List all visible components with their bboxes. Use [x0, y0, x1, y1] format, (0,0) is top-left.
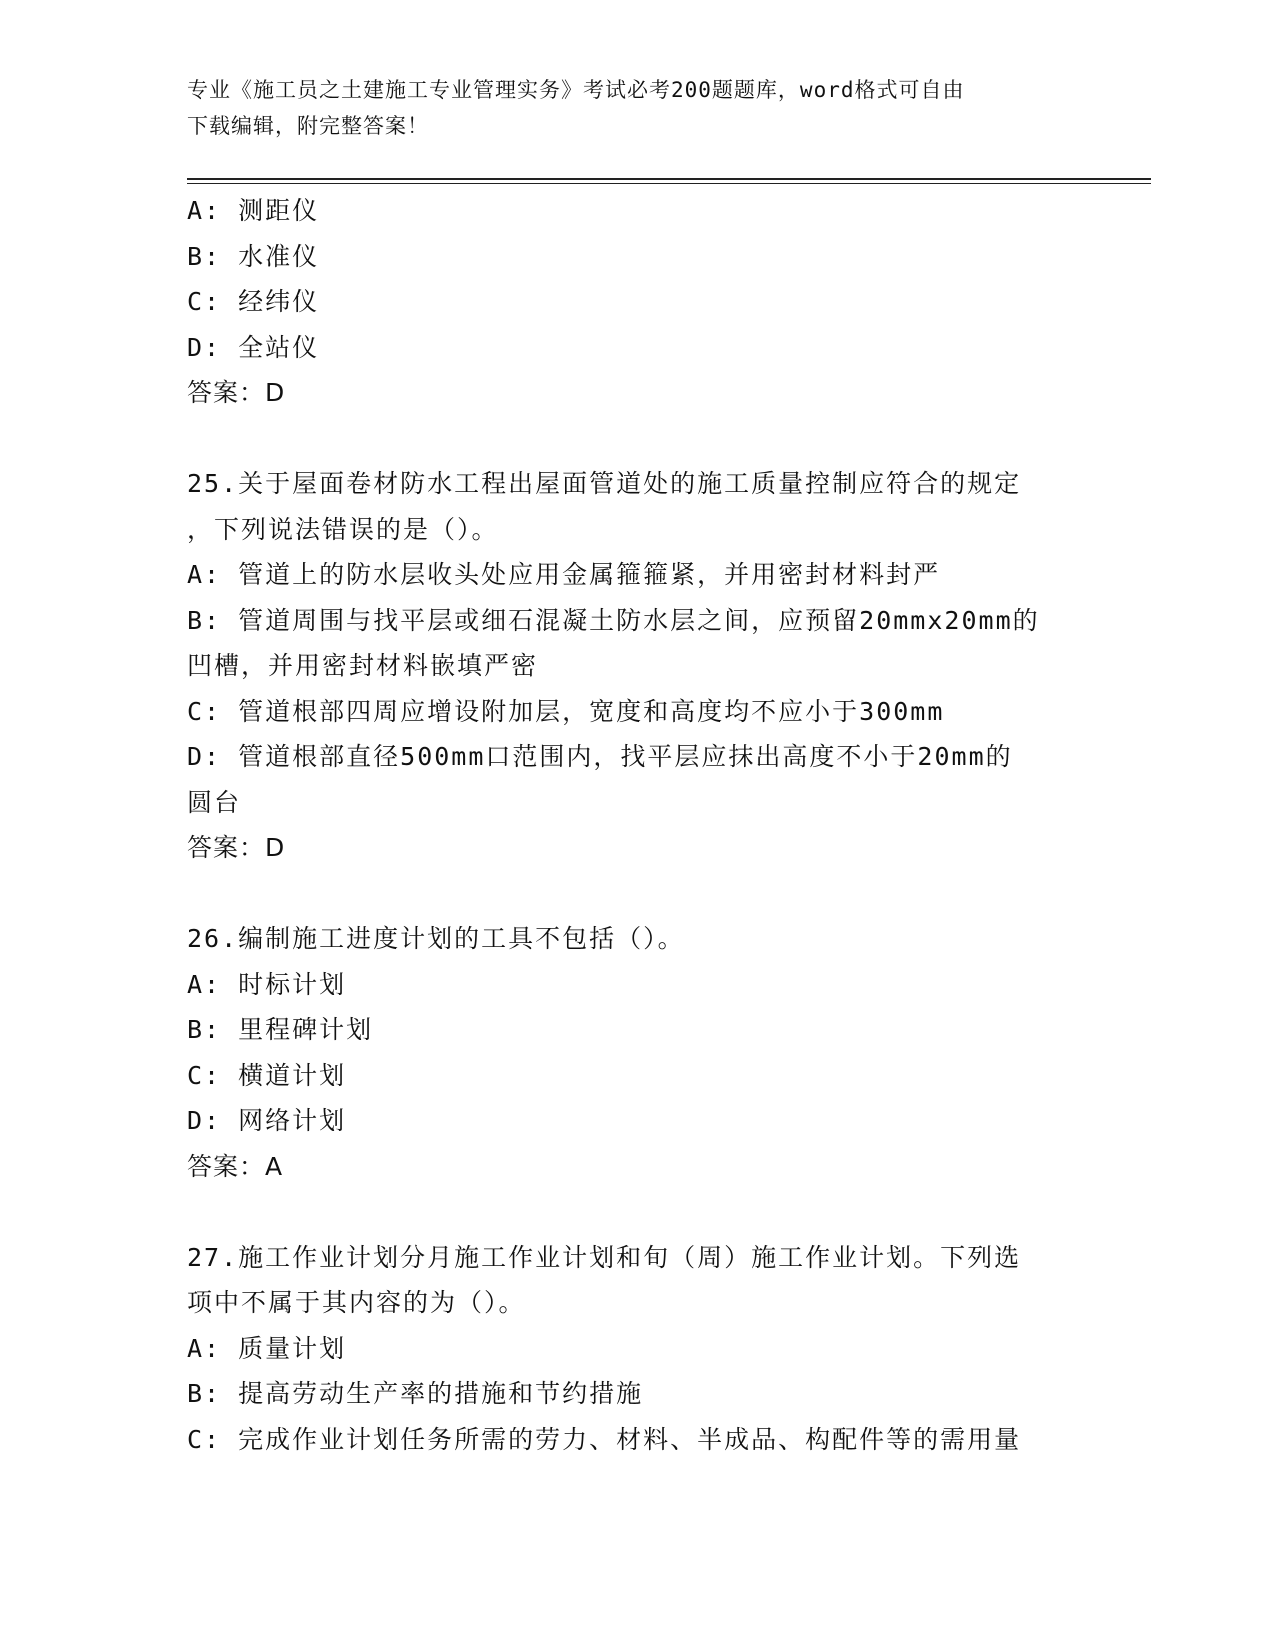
- question-stem-line-2: 项中不属于其内容的为（）。: [187, 1288, 526, 1317]
- option-b-line-1: B: 管道周围与找平层或细石混凝土防水层之间，应预留20mmx20mm的: [187, 605, 1040, 635]
- spacer: [187, 1189, 1067, 1235]
- option-a: A: 测距仪: [187, 196, 320, 225]
- question-27-block: [187, 1235, 1067, 1463]
- option-b-line-2: 凹槽，并用密封材料嵌填严密: [187, 651, 539, 680]
- option-a: A: 时标计划: [187, 969, 347, 999]
- option-a: A: 管道上的防水层收头处应用金属箍箍紧，并用密封材料封严: [187, 560, 941, 589]
- option-d-line-1: D: 管道根部直径500mm口范围内，找平层应抹出高度不小于20mm的: [187, 742, 1013, 771]
- question-25-block: [187, 461, 1067, 871]
- question-26-block: [187, 916, 1067, 1189]
- option-b: B: 提高劳动生产率的措施和节约措施: [187, 1379, 644, 1408]
- document-header: [187, 72, 1067, 144]
- question-24-block: [187, 188, 1067, 416]
- option-c: C: 横道计划: [187, 1060, 347, 1090]
- option-b: B: 里程碑计划: [187, 1015, 374, 1044]
- header-line-2: 下载编辑，附完整答案！: [187, 114, 429, 138]
- header-divider-thin: [187, 183, 1151, 184]
- header-divider-thick: [187, 178, 1151, 180]
- option-c: C: 经纬仪: [187, 287, 320, 316]
- question-stem-line-1: 27.施工作业计划分月施工作业计划和旬（周）施工作业计划。下列选: [187, 1242, 1022, 1272]
- option-d-line-2: 圆台: [187, 787, 242, 817]
- answer-label: 答案：D: [187, 833, 286, 862]
- option-a: A: 质量计划: [187, 1333, 347, 1363]
- option-c: C: 管道根部四周应增设附加层，宽度和高度均不应小于300mm: [187, 696, 945, 726]
- option-d: D: 网络计划: [187, 1106, 347, 1135]
- answer-label: 答案：D: [187, 378, 286, 407]
- header-line-1: 专业《施工员之土建施工专业管理实务》考试必考200题题库，word格式可自由: [187, 78, 965, 102]
- question-content: [187, 188, 1067, 1462]
- question-stem-line-1: 25.关于屋面卷材防水工程出屋面管道处的施工质量控制应符合的规定: [187, 469, 1022, 498]
- option-b: B: 水准仪: [187, 241, 320, 271]
- spacer: [187, 416, 1067, 462]
- spacer: [187, 871, 1067, 917]
- question-stem: 26.编制施工进度计划的工具不包括（）。: [187, 924, 685, 953]
- option-d: D: 全站仪: [187, 332, 320, 362]
- option-c: C: 完成作业计划任务所需的劳力、材料、半成品、构配件等的需用量: [187, 1424, 1022, 1454]
- answer-label: 答案：A: [187, 1151, 284, 1181]
- question-stem-line-2: ，下列说法错误的是（）。: [187, 514, 499, 544]
